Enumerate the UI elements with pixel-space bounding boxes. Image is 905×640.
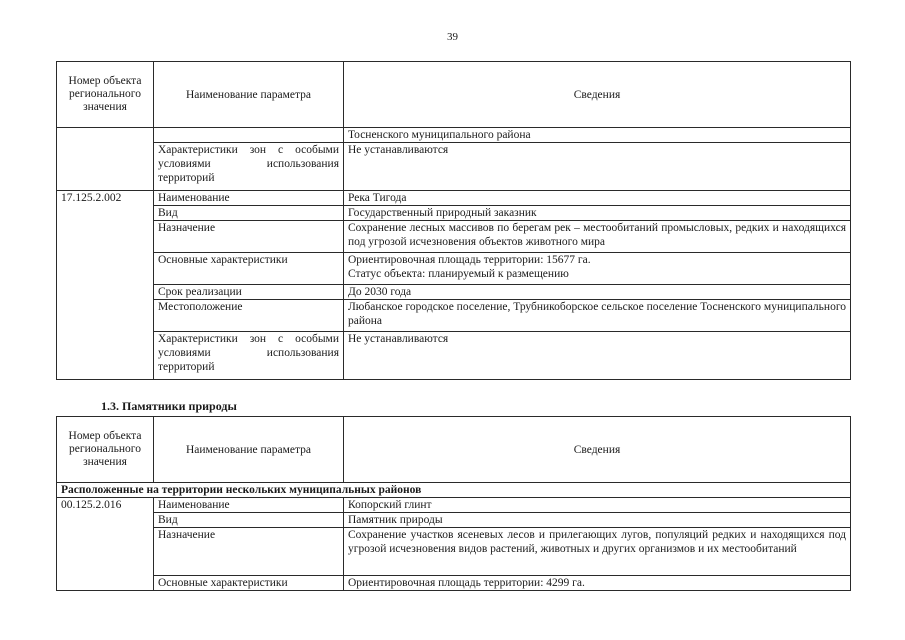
row-param: Наименование	[154, 191, 344, 206]
page-number: 39	[447, 31, 458, 43]
table-row	[57, 513, 851, 528]
header-info: Сведения	[344, 417, 851, 483]
row-info: Государственный природный заказник	[344, 206, 851, 221]
table-row	[57, 206, 851, 221]
row-info: До 2030 года	[344, 285, 851, 300]
table-row	[57, 576, 851, 591]
row-info	[344, 253, 851, 285]
row-number: 17.125.2.002	[57, 191, 154, 380]
row-param: Назначение	[154, 528, 344, 576]
row-param: Вид	[154, 206, 344, 221]
table-row	[57, 300, 851, 332]
row-param-text: Характеристики зон с особыми условиями использования территорий	[158, 333, 339, 373]
section-title: 1.3. Памятники природы	[101, 399, 237, 413]
row-param: Основные характеристики	[154, 253, 344, 285]
objects-table-1	[56, 61, 851, 380]
table-row	[57, 498, 851, 513]
row-param	[154, 332, 344, 380]
row-info	[344, 528, 851, 576]
row-param	[154, 128, 344, 143]
group-label: Расположенные на территории нескольких муниципальных районов	[57, 483, 851, 498]
header-param: Наименование параметра	[154, 417, 344, 483]
table-row	[57, 128, 851, 143]
row-param: Местоположение	[154, 300, 344, 332]
row-param: Назначение	[154, 221, 344, 253]
table-row	[57, 253, 851, 285]
row-info-line: Статус объекта: планируемый к размещению	[348, 268, 569, 280]
row-info: Ориентировочная площадь территории: 4299 га.	[344, 576, 851, 591]
row-info-text: Любанское городское поселение, Трубникоборское сельское поселение Тосненского муниципального района	[348, 301, 846, 327]
row-info: Река Тигода	[344, 191, 851, 206]
row-info-line: Ориентировочная площадь территории: 15677 га.	[348, 254, 591, 266]
row-info	[344, 221, 851, 253]
row-param	[154, 143, 344, 191]
header-info: Сведения	[344, 62, 851, 128]
row-param-text: Характеристики зон с особыми условиями использования территорий	[158, 144, 339, 184]
table-row	[57, 528, 851, 576]
row-info: Тосненского муниципального района	[344, 128, 851, 143]
row-info-text: Сохранение лесных массивов по берегам рек – местообитаний промысловых, редких и находящихся под угрозой исчезновения объектов животного мира	[348, 222, 846, 248]
row-info-text: Сохранение участков ясеневых лесов и прилегающих лугов, популяций редких и находящихся под угрозой исчезновения видов растений, животных и других организмов и их местообитаний	[348, 529, 846, 555]
row-param: Основные характеристики	[154, 576, 344, 591]
row-param: Срок реализации	[154, 285, 344, 300]
row-param: Вид	[154, 513, 344, 528]
table-header-row	[57, 417, 851, 483]
row-info: Не устанавливаются	[344, 332, 851, 380]
row-info	[344, 300, 851, 332]
row-param: Наименование	[154, 498, 344, 513]
row-info: Памятник природы	[344, 513, 851, 528]
row-info: Копорский глинт	[344, 498, 851, 513]
group-row	[57, 483, 851, 498]
table-header-row	[57, 62, 851, 128]
row-number: 00.125.2.016	[57, 498, 154, 591]
table-row	[57, 285, 851, 300]
header-number: Номер объекта регионального значения	[57, 62, 154, 128]
table-row	[57, 221, 851, 253]
row-number	[57, 128, 154, 191]
table-row	[57, 143, 851, 191]
table-row	[57, 191, 851, 206]
row-info: Не устанавливаются	[344, 143, 851, 191]
header-param: Наименование параметра	[154, 62, 344, 128]
table-row	[57, 332, 851, 380]
objects-table-2	[56, 416, 851, 591]
header-number: Номер объекта регионального значения	[57, 417, 154, 483]
